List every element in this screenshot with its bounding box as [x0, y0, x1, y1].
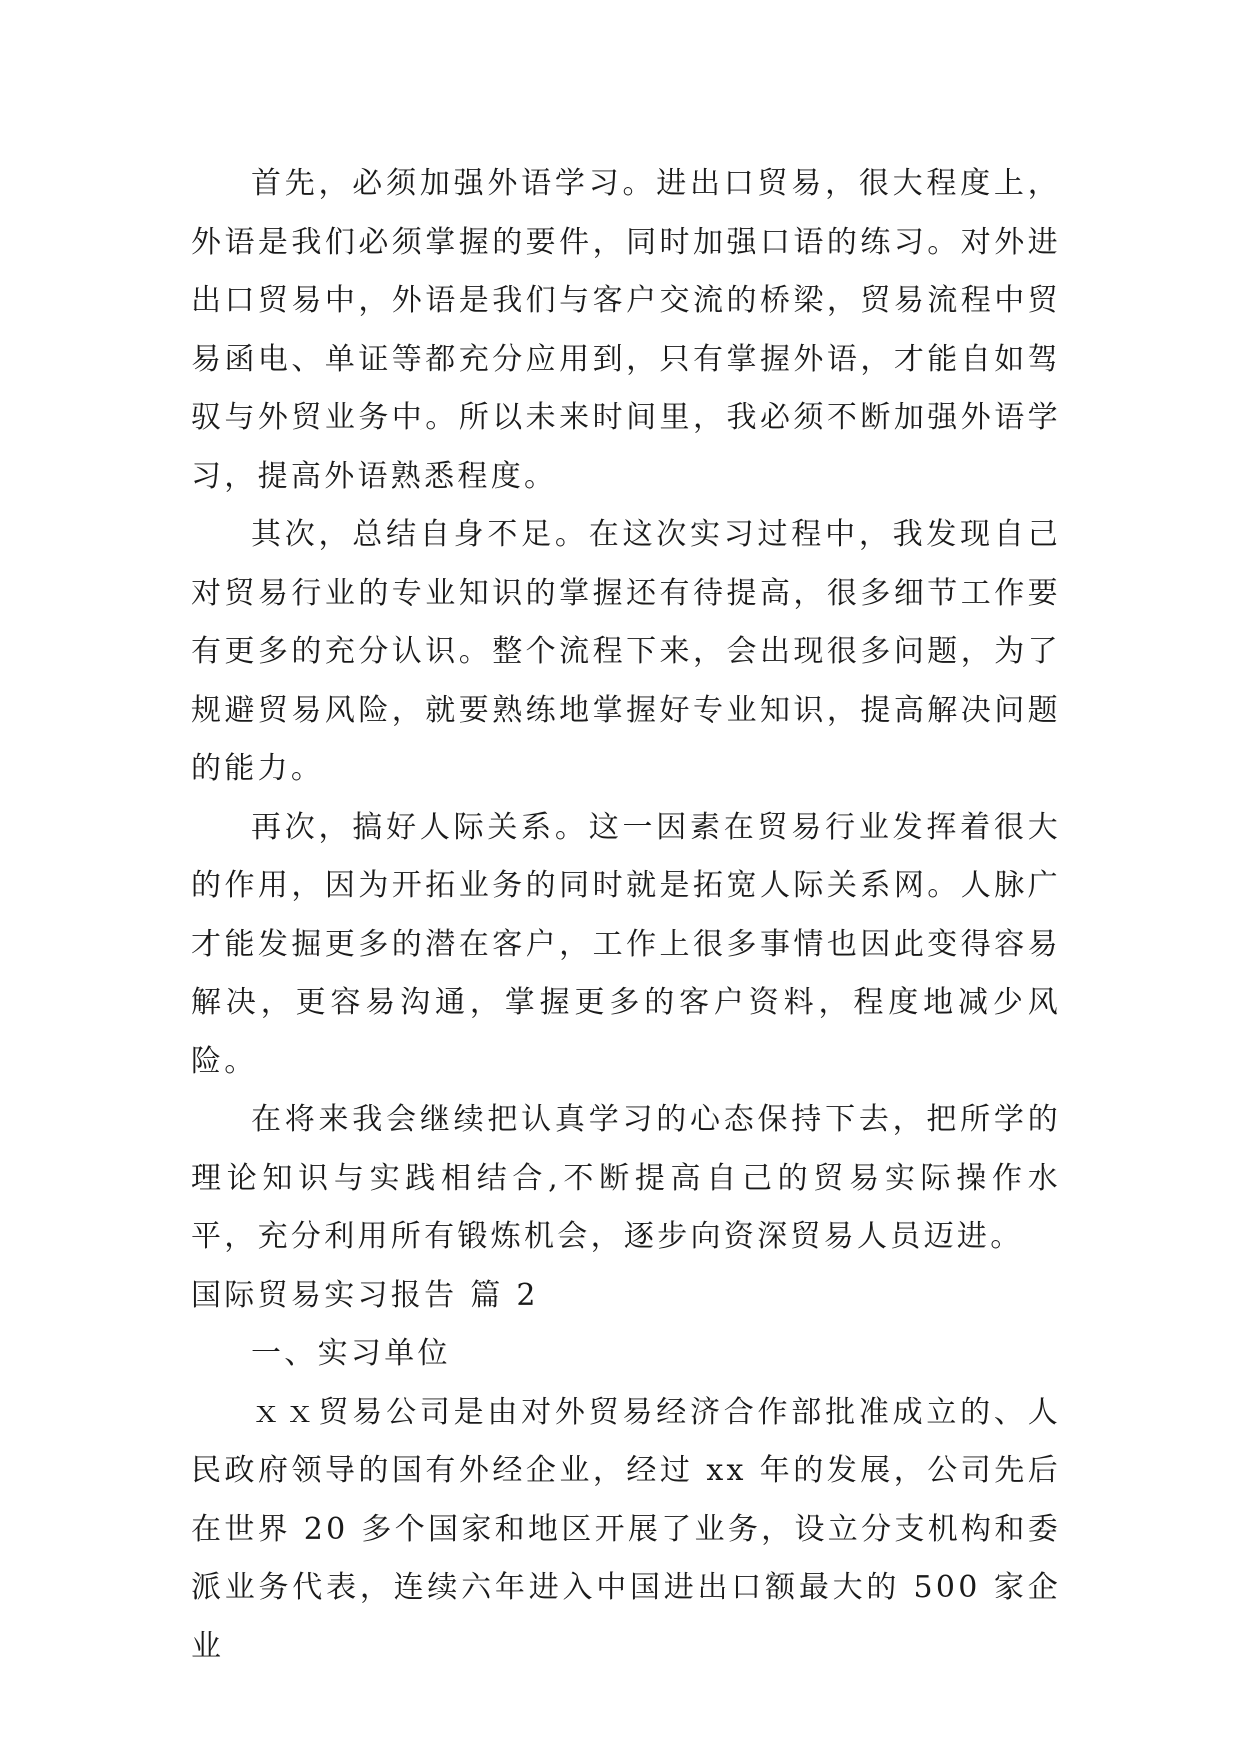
paragraph-shortcomings: 其次，总结自身不足。在这次实习过程中，我发现自己对贸易行业的专业知识的掌握还有待提高，很多细节工作要有更多的充分认识。整个流程下来，会出现很多问题，为了规避贸易风险，就要熟练地掌握好专业知识，提高解决问题的能力。 [191, 517, 1061, 786]
paragraph-company-intro: ｘｘ贸易公司是由对外贸易经济合作部批准成立的、人民政府领导的国有外经企业，经过 xx 年的发展，公司先后在世界 20 多个国家和地区开展了业务，设立分支机构和委派业务代表，连续六年进入中国进出口额最大的 500 家企业 [191, 1394, 1061, 1664]
section-heading: 一、实习单位 [251, 1336, 451, 1371]
article-title: 国际贸易实习报告 篇 2 [191, 1277, 539, 1313]
paragraph-relationships: 再次，搞好人际关系。这一因素在贸易行业发挥着很大的作用，因为开拓业务的同时就是拓宽人际关系网。人脉广才能发掘更多的潜在客户，工作上很多事情也因此变得容易解决，更容易沟通，掌握更多的客户资料，程度地减少风险。 [191, 809, 1061, 1079]
paragraph-foreign-language: 首先，必须加强外语学习。进出口贸易，很大程度上，外语是我们必须掌握的要件，同时加强口语的练习。对外进出口贸易中，外语是我们与客户交流的桥梁，贸易流程中贸易函电、单证等都充分应用到，只有掌握外语，才能自如驾驭与外贸业务中。所以未来时间里，我必须不断加强外语学习，提高外语熟悉程度。 [191, 166, 1061, 494]
paragraph-future: 在将来我会继续把认真学习的心态保持下去，把所学的理论知识与实践相结合,不断提高自己的贸易实际操作水平，充分利用所有锻炼机会，逐步向资深贸易人员迈进。 [191, 1102, 1061, 1254]
document-page [191, 155, 1061, 1676]
